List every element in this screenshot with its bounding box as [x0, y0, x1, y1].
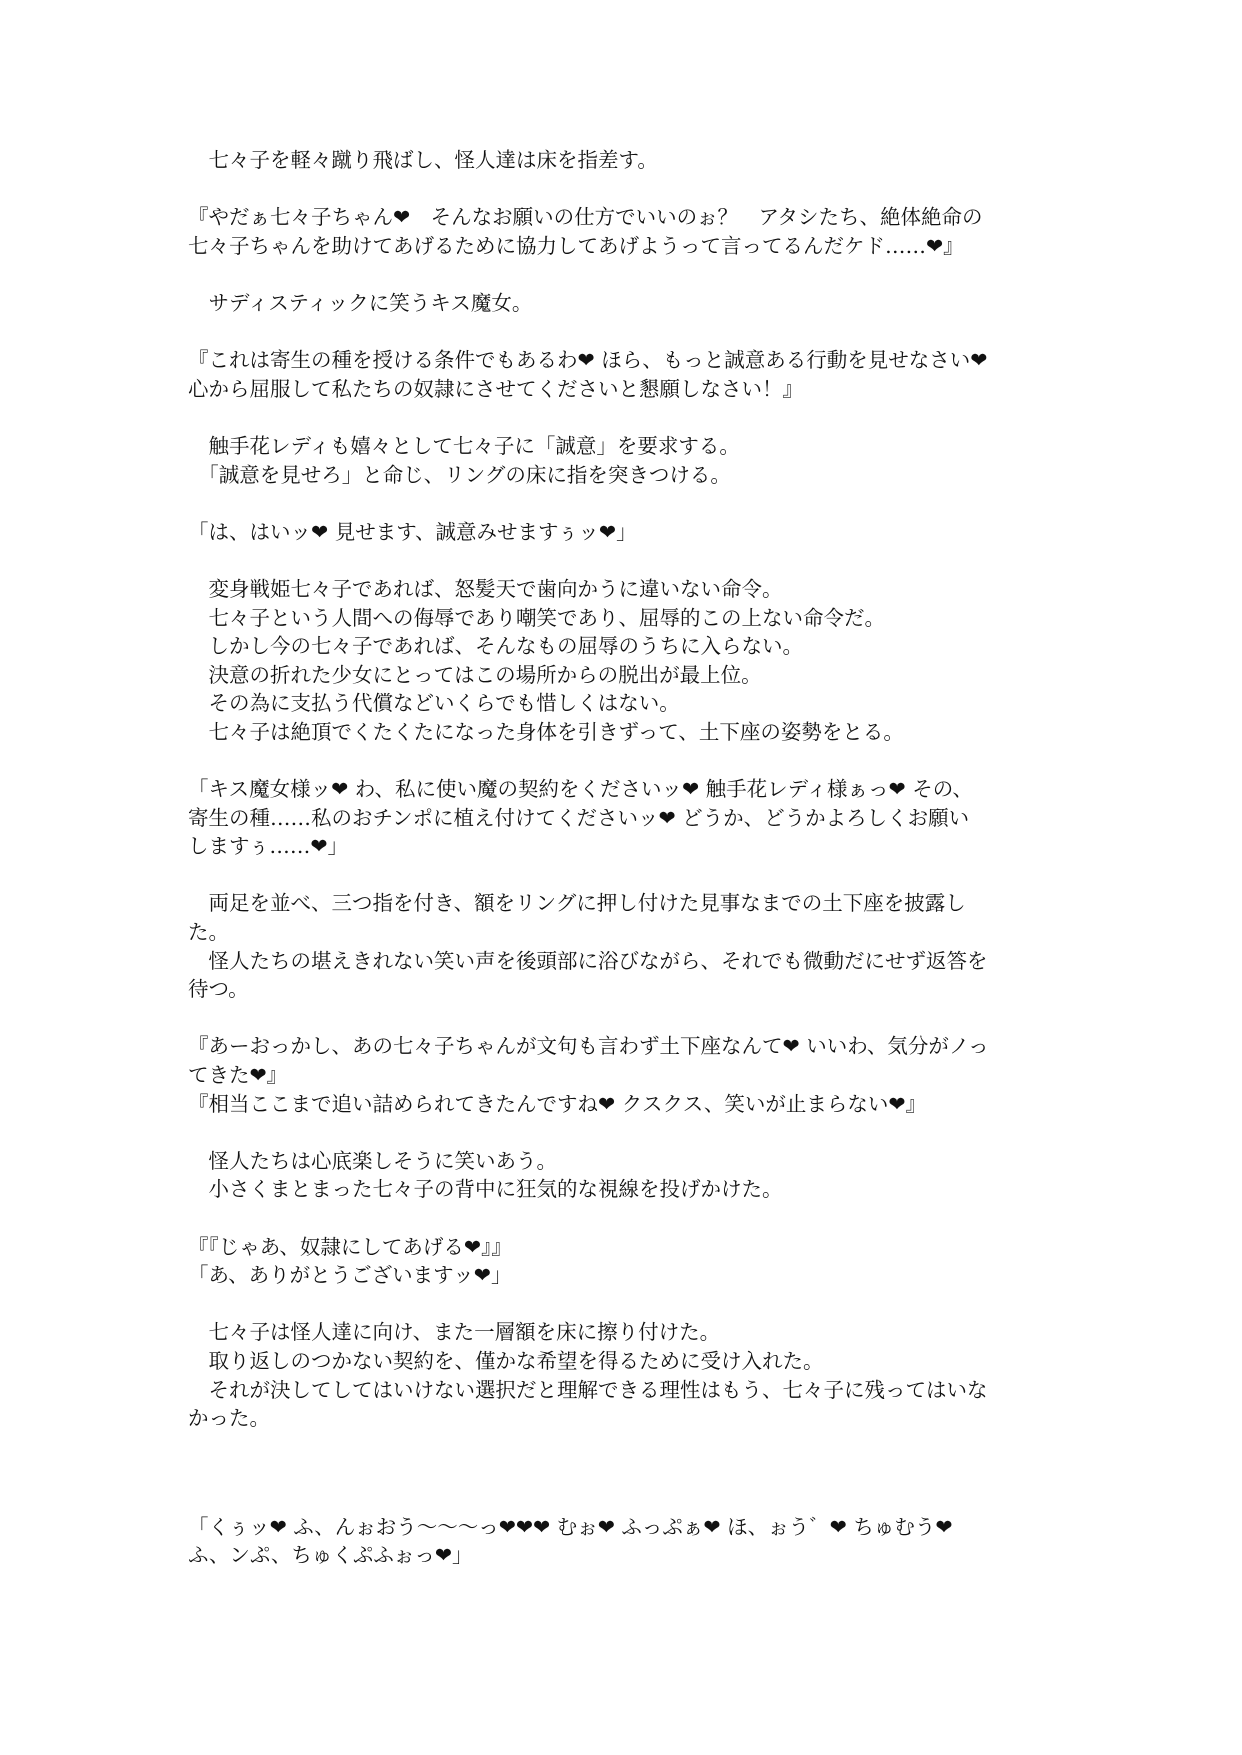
text-line: それが決してしてはいけない選択だと理解できる理性はもう、七々子に残ってはいな: [188, 1377, 988, 1402]
text-line: た。: [188, 920, 229, 945]
text-line: 七々子を軽々蹴り飛ばし、怪人達は床を指差す。: [188, 148, 658, 172]
text-line: 「キス魔女様ッ❤ わ、私に使い魔の契約をくださいッ❤ 触手花レディ様ぁっ❤ その、: [188, 777, 973, 802]
text-line: ふ、ンぷ、ちゅくぷふぉっ❤」: [188, 1543, 473, 1568]
text-line: 怪人たちの堪えきれない笑い声を後頭部に浴びながら、それでも微動だにせず返答を: [188, 948, 988, 973]
blank-line: [188, 1204, 1068, 1233]
text-line: サディスティックに笑うキス魔女。: [188, 290, 533, 315]
main-paragraphs: [188, 146, 1068, 1433]
text-line: 「あ、ありがとうございますッ❤」: [188, 1263, 512, 1288]
text-line: 決意の折れた少女にとってはこの場所からの脱出が最上位。: [188, 662, 762, 687]
text-line: しますぅ……❤」: [188, 834, 349, 859]
blank-line: [188, 260, 1068, 289]
text-line: 触手花レディも嬉々として七々子に「誠意」を要求する。: [188, 433, 740, 458]
blank-line: [188, 489, 1068, 518]
text-line: 「くぅッ❤ ふ、んぉおう〜〜〜っ❤❤❤ むぉ❤ ふっぷぁ❤ ほ、ぉう゛❤ ちゅむう❤: [188, 1514, 953, 1539]
text-line: 寄生の種……私のおチンポに植え付けてくださいッ❤ どうか、どうかよろしくお願い: [188, 805, 970, 830]
text-line: しかし今の七々子であれば、そんなもの屈辱のうちに入らない。: [188, 634, 803, 659]
text-line: 七々子ちゃんを助けてあげるために協力してあげようって言ってるんだケド……❤』: [188, 233, 964, 258]
blank-line: [188, 318, 1068, 347]
text-line: かった。: [188, 1406, 270, 1431]
text-line: 七々子という人間への侮辱であり嘲笑であり、屈辱的この上ない命令だ。: [188, 605, 885, 630]
text-line: 『やだぁ七々子ちゃん❤ そんなお願いの仕方でいいのぉ？ アタシたち、絶体絶命の: [188, 205, 983, 230]
text-line: 怪人たちは心底楽しそうに笑いあう。: [188, 1148, 557, 1173]
text-line: 心から屈服して私たちの奴隷にさせてくださいと懇願しなさい！』: [188, 376, 803, 401]
text-line: 七々子は怪人達に向け、また一層額を床に擦り付けた。: [188, 1320, 721, 1345]
body-text: [188, 146, 1068, 1570]
text-line: 『これは寄生の種を授ける条件でもあるわ❤ ほら、もっと誠意ある行動を見せなさい❤: [188, 348, 988, 373]
blank-line: [188, 546, 1068, 575]
blank-line: [188, 403, 1068, 432]
closing-dialogue: [188, 1513, 1068, 1570]
blank-line: [188, 1118, 1068, 1147]
text-line: 「誠意を見せろ」と命じ、リングの床に指を突きつける。: [188, 462, 731, 487]
text-line: 「は、はいッ❤ 見せます、誠意みせますぅッ❤」: [188, 519, 637, 544]
text-line: その為に支払う代償などいくらでも惜しくはない。: [188, 691, 680, 716]
section-gap: [188, 1433, 1068, 1513]
text-line: 『あーおっかし、あの七々子ちゃんが文句も言わず土下座なんて❤ いいわ、気分がノっ: [188, 1034, 989, 1059]
text-line: 変身戦姫七々子であれば、怒髪天で歯向かうに違いない命令。: [188, 576, 783, 601]
blank-line: [188, 1290, 1068, 1319]
text-line: 小さくまとまった七々子の背中に狂気的な視線を投げかけた。: [188, 1177, 783, 1202]
blank-line: [188, 861, 1068, 890]
blank-line: [188, 1004, 1068, 1033]
blank-line: [188, 175, 1068, 204]
text-line: 七々子は絶頂でくたくたになった身体を引きずって、土下座の姿勢をとる。: [188, 719, 904, 744]
text-line: 『『じゃあ、奴隷にしてあげる❤』』: [188, 1234, 512, 1259]
text-line: 『相当ここまで追い詰められてきたんですね❤ クスクス、笑いが止まらない❤』: [188, 1091, 927, 1116]
blank-line: [188, 746, 1068, 775]
text-line: 待つ。: [188, 977, 249, 1002]
text-line: 取り返しのつかない契約を、僅かな希望を得るために受け入れた。: [188, 1348, 824, 1373]
text-line: てきた❤』: [188, 1063, 288, 1087]
text-line: 両足を並べ、三つ指を付き、額をリングに押し付けた見事なまでの土下座を披露し: [188, 891, 966, 916]
